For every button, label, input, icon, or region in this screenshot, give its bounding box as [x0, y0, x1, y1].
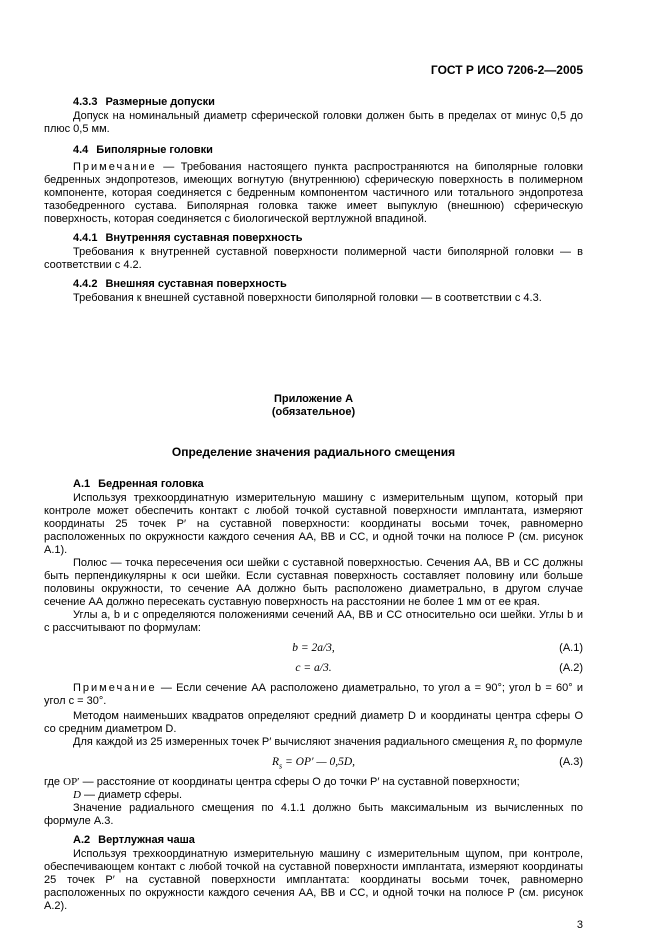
note-a1-text: — Если сечение АА расположено диаметрально, то угол a = 90°; угол b = 60° и угол c = 30°. [44, 682, 584, 707]
section-4 [44, 96, 583, 305]
heading-4-4-1-number: 4.4.1 [73, 232, 98, 244]
appendix-sublabel: (обязательное) [271, 406, 356, 418]
paragraph-a1-1: Используя трехкоординатную измерительную машину с измерительным щупом, который при контроле может обеспечить контакт с любой точкой суставной поверхности имплантата, измеряют координаты 25 точек Р′ на суставной поверхности: координаты восьми точек, равномерно расположенных по окружности каждого сечения АА, ВВ и СС, и одной точки на полюсе Р (см. рисунок А.1). [44, 492, 583, 556]
appendix-label: Приложение А [273, 393, 354, 405]
note-4-4 [44, 161, 583, 226]
heading-4-3-3-title: Размерные допуски [105, 96, 215, 108]
formula-a3-rhs: = ОР′ — 0,5D, [282, 756, 356, 768]
formula-a3-lhs: R [271, 756, 279, 768]
paragraph-a1-6: Значение радиального смещения по 4.1.1 должно быть максимальным из вычисленных по формуле А.3. [44, 802, 583, 827]
page-number: 3 [576, 919, 583, 931]
doc-code-header: ГОСТ Р ИСО 7206-2—2005 [430, 63, 583, 77]
formula-a3-row [44, 756, 583, 769]
formula-a1-row [44, 642, 583, 655]
heading-4-4-title: Биполярные головки [96, 144, 213, 156]
heading-4-4-2-title: Внешняя суставная поверхность [105, 278, 287, 290]
appendix-a [44, 393, 583, 913]
where-op-text: — расстояние от координаты центра сферы О до точки Р′ на суставной поверхности; [82, 776, 520, 788]
heading-a-1 [44, 478, 583, 491]
heading-a-2-number: А.2 [73, 834, 91, 846]
formula-a3-expression [271, 756, 356, 771]
formula-a2-row [44, 662, 583, 675]
variable-d: D [73, 789, 81, 801]
heading-4-4-2-number: 4.4.2 [73, 278, 98, 290]
heading-a-1-title: Бедренная головка [98, 478, 204, 490]
heading-a-1-number: А.1 [73, 478, 91, 490]
heading-4-3-3 [44, 96, 583, 109]
heading-4-4-number: 4.4 [73, 144, 89, 156]
formula-a3-number: (А.3) [559, 756, 583, 768]
formula-a1-number: (А.1) [559, 642, 583, 654]
paragraph-4-3-3: Допуск на номинальный диаметр сферической головки должен быть в пределах от минус 0,5 до плюс 0,5 мм. [44, 110, 583, 135]
paragraph-a1-4: Методом наименьших квадратов определяют средний диаметр D и координаты центра сферы О со средним диаметром D. [44, 710, 583, 735]
formula-a2-number: (А.2) [559, 662, 583, 674]
variable-r: R [507, 736, 515, 748]
heading-4-3-3-number: 4.3.3 [73, 96, 98, 108]
note-4-4-label: Примечание [73, 161, 157, 173]
note-a1-label: Примечание [73, 682, 157, 694]
formula-a2-expression: c = a/3. [295, 662, 332, 674]
where-d-text: — диаметр сферы. [84, 789, 183, 801]
paragraph-a1-5-after: по формуле [517, 736, 583, 748]
paragraph-a1-2: Полюс — точка пересечения оси шейки с суставной поверхностью. Сечения АА, ВВ и СС должны быть перпендикулярны к оси шейки. Если суставная поверхность составляет половину или больше половины окружности, то сечение АА должно быть расположено диаметрально, в другом случае сечение АА должно пересекать суставную поверхность на расстоянии не более 1 мм от ее края. [44, 557, 583, 608]
formula-a3-subscript: s [279, 761, 283, 771]
variable-op: ОР′ [63, 776, 80, 788]
formula-a1-expression: b = 2a/3, [292, 642, 335, 654]
where-clause-d [44, 789, 583, 802]
where-intro: где [44, 776, 61, 788]
paragraph-a1-5 [44, 736, 583, 749]
variable-r-subscript: s [514, 741, 518, 751]
heading-4-4-1-title: Внутренняя суставная поверхность [105, 232, 303, 244]
heading-4-4-2 [44, 278, 583, 291]
note-4-4-text: — Требования настоящего пункта распространяются на биполярные головки бедренных эндопротезов, имеющих вогнутую (внутреннюю) сферическую поверхность в полимерном компоненте, которая соединяется с бедренным компонентом частичного или тотального эндопротеза тазобедренного сустава. Биполярная головка также имеет выпуклую (внешнюю) сферическую поверхность, которая соединяется с биологической вертлужной впадиной. [44, 161, 583, 225]
heading-4-4 [44, 144, 583, 157]
heading-a-2-title: Вертлужная чаша [98, 834, 195, 846]
paragraph-4-4-1: Требования к внутренней суставной поверхности полимерной части биполярной головки — в соответствии с 4.2. [44, 246, 583, 271]
note-a1 [44, 682, 583, 708]
heading-a-2 [44, 834, 583, 847]
where-clause-op [44, 776, 583, 789]
appendix-title: Определение значения радиального смещения [171, 445, 456, 459]
paragraph-a2-1: Используя трехкоординатную измерительную машину с измерительным щупом, при контроле, обеспечивающем контакт с любой точкой на суставной поверхности имплантата, измеряют координаты 25 точек Р′ на суставной поверхности имплантата: координаты восьми точек, равномерно расположенных по окружности каждого сечения АА, ВВ и СС, и одной точки на полюсе Р (см. рисунок А.2). [44, 848, 583, 912]
paragraph-a1-3: Углы a, b и c определяются положениями сечений АА, ВВ и СС относительно оси шейки. Углы b и c рассчитывают по формулам: [44, 609, 583, 634]
paragraph-a1-5-before: Для каждой из 25 измеренных точек Р′ вычисляют значения радиального смещения [73, 736, 508, 748]
paragraph-4-4-2: Требования к внешней суставной поверхности биполярной головки — в соответствии с 4.3. [73, 292, 542, 304]
heading-4-4-1 [44, 232, 583, 245]
